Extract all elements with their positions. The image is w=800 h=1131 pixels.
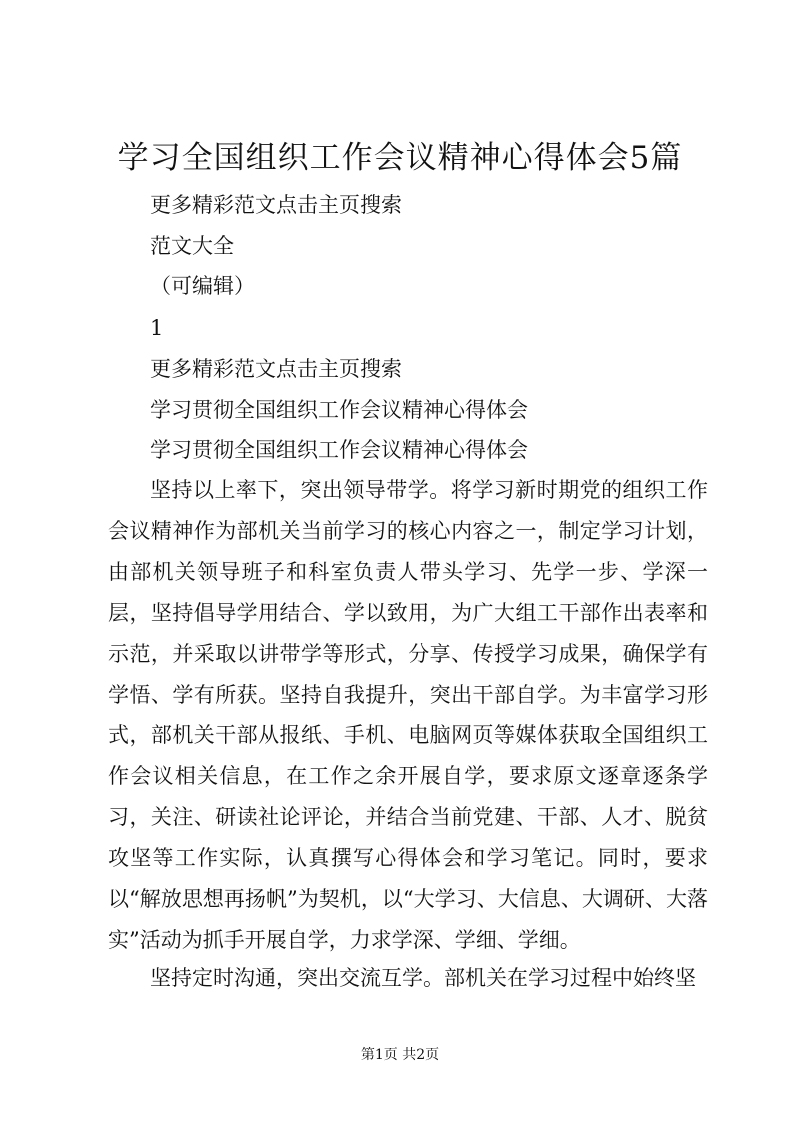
body-paragraph: 坚持定时沟通，突出交流互学。部机关在学习过程中始终坚 bbox=[150, 966, 696, 990]
text-line: 更多精彩范文点击主页搜索 bbox=[150, 193, 402, 217]
text-line: 范文大全 bbox=[150, 234, 234, 258]
document-title: 学习全国组织工作会议精神心得体会5篇 bbox=[117, 140, 683, 176]
text-line: 更多精彩范文点击主页搜索 bbox=[150, 357, 402, 381]
text-line: 学习贯彻全国组织工作会议精神心得体会 bbox=[150, 438, 528, 462]
body-paragraph: 坚持以上率下，突出领导带学。将学习新时期党的组织工作会议精神作为部机关当前学习的核心内容之一，制定学习计划，由部机关领导班子和科室负责人带头学习、先学一步、学深一层，坚持倡导学用结合、学以致用，为广大组工干部作出表率和示范，并采取以讲带学等形式，分享、传授学习成果，确保学有学悟、学有所获。坚持自我提升，突出干部自学。为丰富学习形式，部机关干部从报纸、手机、电脑网页等媒体获取全国组织工作会议相关信息，在工作之余开展自学，要求原文逐章逐条学习，关注、研读社论评论，并结合当前党建、干部、人才、脱贫攻坚等工作实际，认真撰写心得体会和学习笔记。同时，要求以“解放思想再扬帆”为契机，以“大学习、大信息、大调研、大落实”活动为抓手开展自学，力求学深、学细、学细。 bbox=[108, 478, 708, 952]
text-line: 1 bbox=[150, 316, 164, 340]
text-line: （可编辑） bbox=[150, 274, 255, 298]
text-line: 学习贯彻全国组织工作会议精神心得体会 bbox=[150, 398, 528, 422]
page-footer: 第1页 共2页 bbox=[360, 1047, 440, 1063]
